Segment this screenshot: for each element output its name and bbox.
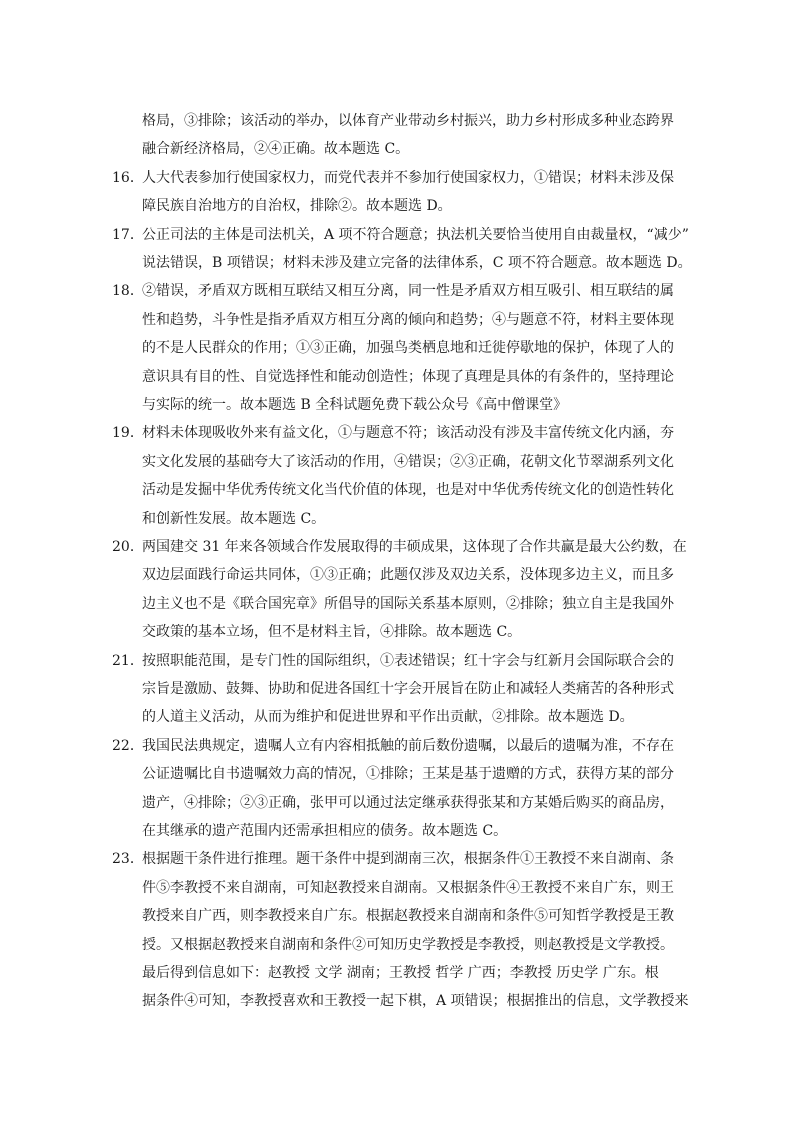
answer-line bbox=[142, 509, 682, 529]
answer-text: 双边层面践行命运共同体，①③正确；此题仅涉及双边关系，没体现多边主义，而且多 bbox=[142, 567, 674, 584]
answer-line bbox=[142, 963, 682, 983]
answer-line bbox=[142, 367, 682, 387]
answer-text: 实文化发展的基础夸大了该活动的作用，④错误；②③正确，花朝文化节翠湖系列文化 bbox=[142, 453, 674, 470]
answer-text: 公正司法的主体是司法机关，A 项不符合题意；执法机关要恰当使用自由裁量权，“减少” bbox=[142, 226, 689, 243]
answer-line bbox=[142, 679, 682, 699]
answer-line bbox=[112, 423, 682, 443]
question-number: 20． bbox=[112, 539, 144, 555]
answer-line bbox=[142, 452, 682, 472]
answer-line bbox=[142, 764, 682, 784]
question-number: 22． bbox=[112, 737, 144, 754]
answer-line bbox=[142, 878, 682, 898]
answer-text: 交政策的基本立场，但不是材料主旨，④排除。故本题选 C。 bbox=[142, 624, 522, 641]
answer-text: 性和趋势，斗争性是指矛盾双方相互分离的倾向和趋势；④与题意不符，材料主要体现 bbox=[142, 311, 674, 328]
answer-text: 根据题干条件进行推理。题干条件中提到湖南三次，根据条件①王教授不来自湖南、条 bbox=[142, 851, 674, 868]
answer-text: 材料未体现吸收外来有益文化，①与题意不符；该活动没有涉及丰富传统文化内涵，夯 bbox=[142, 425, 674, 442]
answer-text: 件⑤李教授不来自湖南，可知赵教授来自湖南。又根据条件④王教授不来自广东，则王 bbox=[142, 879, 674, 896]
answer-text: 在其继承的遗产范围内还需承担相应的债务。故本题选 C。 bbox=[142, 823, 508, 839]
answer-line bbox=[142, 906, 682, 926]
answer-line bbox=[142, 594, 682, 614]
answer-text: 公证遗嘱比自书遗嘱效力高的情况，①排除；王某是基于遗赠的方式，获得方某的部分 bbox=[142, 766, 674, 783]
answer-line bbox=[112, 849, 682, 869]
answer-line bbox=[142, 991, 689, 1011]
answer-text: 障民族自治地方的自治权，排除②。故本题选 D。 bbox=[142, 198, 452, 215]
question-number: 19． bbox=[112, 425, 144, 442]
answer-line bbox=[142, 707, 682, 727]
answer-line bbox=[142, 338, 682, 358]
answer-text: 授。又根据赵教授来自湖南和条件②可知历史学教授是李教授，则赵教授是文学教授。 bbox=[142, 936, 674, 953]
answer-text: 和创新性发展。故本题选 C。 bbox=[142, 510, 326, 527]
answer-line bbox=[112, 736, 682, 756]
answer-text: 教授来自广西，则李教授来自广东。根据赵教授来自湖南和条件⑤可知哲学教授是王教 bbox=[142, 908, 674, 925]
answer-text: 最后得到信息如下：赵教授 文学 湖南；王教授 哲学 广西；李教授 历史学 广东。根 bbox=[142, 965, 659, 981]
answer-line bbox=[142, 565, 682, 585]
answer-text: 格局，③排除；该活动的举办，以体育产业带动乡村振兴，助力乡村形成多种业态跨界 bbox=[142, 113, 674, 129]
answer-text: 宗旨是激励、鼓舞、协助和促进各国红十字会开展旨在防止和减轻人类痛苦的各种形式 bbox=[142, 681, 674, 697]
answer-text: 意识具有目的性、自觉选择性和能动创造性；体现了真理是具体的有条件的，坚持理论 bbox=[142, 368, 674, 385]
answer-text: 融合新经济格局，②④正确。故本题选 C。 bbox=[142, 141, 410, 158]
answer-text: 我国民法典规定，遗嘱人立有内容相抵触的前后数份遗嘱，以最后的遗嘱为准，不存在 bbox=[142, 737, 674, 754]
answer-line bbox=[142, 395, 682, 415]
answer-line bbox=[112, 168, 682, 188]
answer-line bbox=[142, 111, 682, 131]
answer-line bbox=[112, 225, 689, 245]
answer-line bbox=[142, 793, 682, 813]
answer-text: 的不是人民群众的作用；①③正确，加强鸟类栖息地和迁徙停歇地的保护，体现了人的 bbox=[142, 340, 674, 357]
answer-line bbox=[142, 480, 682, 500]
answer-text: 与实际的统一。故本题选 B 全科试题免费下载公众号《高中僧课堂》 bbox=[142, 397, 568, 413]
answer-line bbox=[112, 537, 687, 557]
answer-line bbox=[112, 281, 682, 301]
answer-text: 活动是发掘中华优秀传统文化当代价值的体现，也是对中华优秀传统文化的创造性转化 bbox=[142, 482, 674, 499]
answer-line bbox=[142, 622, 682, 642]
answer-text: 边主义也不是《联合国宪章》所倡导的国际关系基本原则，②排除；独立自主是我国外 bbox=[142, 595, 674, 612]
answer-line bbox=[142, 310, 682, 330]
answer-text: ②错误，矛盾双方既相互联结又相互分离，同一性是矛盾双方相互吸引、相互联结的属 bbox=[142, 283, 674, 300]
question-number: 17． bbox=[112, 226, 144, 243]
answer-text: 两国建交 31 年来各领域合作发展取得的丰硕成果，这体现了合作共赢是最大公约数，在 bbox=[142, 539, 687, 555]
question-number: 16． bbox=[112, 169, 144, 186]
answer-line bbox=[142, 253, 692, 273]
answer-text: 按照职能范围，是专门性的国际组织，①表述错误；红十字会与红新月会国际联合会的 bbox=[142, 652, 674, 669]
answer-text: 的人道主义活动，从而为维护和促进世界和平作出贡献，②排除。故本题选 D。 bbox=[142, 709, 634, 726]
question-number: 23． bbox=[112, 851, 144, 868]
answer-line bbox=[112, 651, 682, 671]
answer-line bbox=[142, 196, 682, 216]
answer-line bbox=[142, 139, 682, 159]
answer-line bbox=[142, 935, 682, 955]
question-number: 21． bbox=[112, 652, 144, 669]
answer-text: 遗产，④排除；②③正确，张甲可以通过法定继承获得张某和方某婚后购买的商品房， bbox=[142, 794, 674, 811]
answer-text: 说法错误，B 项错误；材料未涉及建立完备的法律体系，C 项不符合题意。故本题选 D。 bbox=[142, 255, 692, 271]
answer-line bbox=[142, 821, 682, 841]
answer-text: 据条件④可知，李教授喜欢和王教授一起下棋，A 项错误；根据推出的信息，文学教授来 bbox=[142, 993, 689, 1010]
answer-text: 人大代表参加行使国家权力，而党代表并不参加行使国家权力，①错误；材料未涉及保 bbox=[142, 169, 674, 186]
question-number: 18． bbox=[112, 283, 144, 300]
